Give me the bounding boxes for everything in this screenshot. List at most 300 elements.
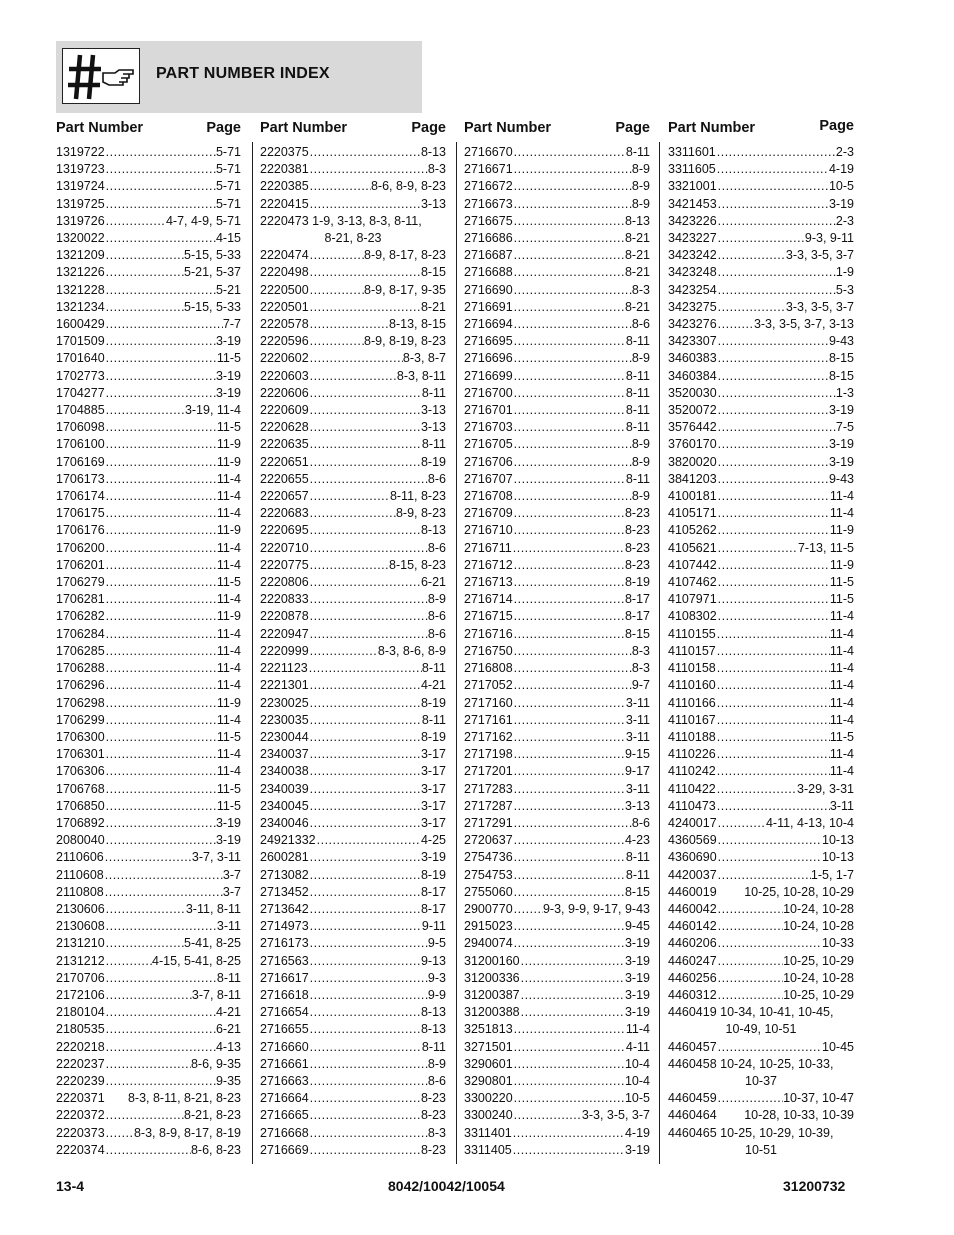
- part-number: 1706176: [56, 523, 105, 538]
- page-references: 10-24, 10-28: [783, 901, 854, 916]
- dot-leader: [717, 832, 822, 849]
- part-number: 2717291: [464, 815, 513, 830]
- part-number: 1706282: [56, 609, 105, 624]
- page-references: 4-13: [215, 1039, 241, 1054]
- index-entry: [260, 282, 446, 299]
- page-references: 8-23: [420, 1108, 446, 1123]
- part-number: 4110422: [668, 781, 716, 796]
- index-entry: [668, 608, 854, 625]
- part-number: 2220635: [260, 437, 309, 452]
- index-entry: [464, 763, 650, 780]
- page-references: 11-4: [216, 592, 241, 607]
- index-entry: [668, 505, 854, 522]
- part-number: 3520072: [668, 403, 717, 418]
- dot-leader: [717, 368, 829, 385]
- dot-leader: [309, 643, 378, 660]
- part-number: 1706306: [56, 764, 105, 779]
- page-references: 8-6: [427, 609, 446, 624]
- index-entry: [56, 505, 241, 522]
- index-entry: [260, 350, 446, 367]
- index-entry: [668, 798, 854, 815]
- dot-leader: [717, 230, 805, 247]
- dot-leader: [105, 471, 217, 488]
- page-references: 4-25: [420, 833, 446, 848]
- index-entry: [668, 454, 854, 471]
- page-references: 8-17: [420, 884, 446, 899]
- part-number: 2716673: [464, 196, 513, 211]
- index-entry: [668, 1056, 854, 1090]
- page-references: 6-21: [215, 1022, 241, 1037]
- index-entry: [464, 264, 650, 281]
- dot-leader: [513, 1073, 625, 1090]
- part-number: 3460383: [668, 351, 717, 366]
- page-references: 11-5: [216, 351, 241, 366]
- dot-leader: [309, 161, 428, 178]
- dot-leader: [105, 282, 216, 299]
- part-number: 2717201: [464, 764, 513, 779]
- part-number: 2131210: [56, 936, 105, 951]
- part-number: 4110166: [668, 695, 716, 710]
- dot-leader: [105, 1039, 216, 1056]
- part-number: 2220373: [56, 1125, 105, 1140]
- index-entry: [464, 282, 650, 299]
- page-references: 8-21: [624, 299, 650, 314]
- page-references: 5-71: [215, 145, 241, 159]
- page-references: 11-4: [216, 712, 241, 727]
- index-entry: [464, 436, 650, 453]
- part-number-heading: Part Number: [260, 120, 348, 136]
- part-number: 2220999: [260, 643, 309, 658]
- index-column-1: [56, 120, 241, 1157]
- part-number: 2716672: [464, 179, 513, 194]
- part-number: 2220498: [260, 265, 309, 280]
- index-entry: [260, 935, 446, 952]
- page-references: 4-15: [215, 231, 241, 246]
- dot-leader: [309, 299, 421, 316]
- index-entry: [56, 935, 241, 952]
- page-references: 8-11, 8-23: [389, 489, 446, 504]
- part-number: 2220578: [260, 317, 309, 332]
- page-references: 9-3: [427, 970, 446, 985]
- index-entry: [260, 505, 446, 522]
- page-references: 10-24, 10-25, 10-33,: [720, 1056, 834, 1071]
- dot-leader: [309, 1073, 428, 1090]
- page-references: 8-15: [828, 368, 854, 383]
- index-entry: [56, 712, 241, 729]
- index-entry: [668, 935, 854, 952]
- page-references: 11-5: [216, 798, 241, 813]
- dot-leader: [105, 729, 217, 746]
- dot-leader: [513, 935, 625, 952]
- page-references: 8-23: [624, 506, 650, 521]
- page-references: 8-9: [631, 179, 650, 194]
- part-number: 2220609: [260, 403, 309, 418]
- dot-leader: [513, 419, 626, 436]
- part-number: 2716563: [260, 953, 309, 968]
- column-divider: [456, 142, 457, 1164]
- part-number: 4107462: [668, 575, 717, 590]
- index-entry: [464, 505, 650, 522]
- dot-leader: [717, 557, 830, 574]
- part-number: 1704885: [56, 403, 105, 418]
- index-entry: [464, 557, 650, 574]
- index-entry: [464, 230, 650, 247]
- index-entry: [260, 643, 446, 660]
- dot-leader: [512, 1142, 625, 1159]
- dot-leader: [105, 712, 217, 729]
- index-entries: [464, 144, 650, 1159]
- page-references: 10-4: [624, 1056, 650, 1071]
- part-number-heading: Part Number: [464, 120, 552, 136]
- part-number: 2716714: [464, 592, 513, 607]
- dot-leader: [717, 454, 829, 471]
- dot-leader: [513, 626, 625, 643]
- page-references: 11-4: [829, 678, 854, 693]
- dot-leader: [513, 1039, 626, 1056]
- dot-leader: [105, 144, 216, 161]
- page-references: 11-9: [216, 695, 241, 710]
- part-number: 3520030: [668, 385, 717, 400]
- dot-leader: [717, 522, 830, 539]
- page-references: 11-5: [829, 575, 854, 590]
- part-number: 3423276: [668, 317, 717, 332]
- page-references: 8-3: [631, 282, 650, 297]
- dot-leader: [513, 884, 625, 901]
- page-references: 8-3: [427, 162, 446, 177]
- page-references: 1-9: [835, 265, 854, 280]
- dot-leader: [513, 798, 625, 815]
- dot-leader: [105, 333, 216, 350]
- page-references: 6-21: [420, 575, 446, 590]
- page-references: 3-11: [829, 798, 854, 813]
- index-entry: [668, 350, 854, 367]
- index-entry: [56, 419, 241, 436]
- part-number: 2220657: [260, 489, 309, 504]
- index-entry: [668, 540, 854, 557]
- part-number: 2220833: [260, 592, 309, 607]
- index-entry: [56, 402, 241, 419]
- dot-leader: [105, 488, 217, 505]
- page-references: 8-11: [421, 385, 446, 400]
- dot-leader: [309, 488, 390, 505]
- index-entry: [668, 987, 854, 1004]
- dot-leader: [716, 643, 830, 660]
- dot-leader: [717, 867, 811, 884]
- page-references: 3-13: [624, 798, 650, 813]
- page-references: 10-4: [624, 1073, 650, 1088]
- dot-leader: [105, 522, 217, 539]
- dot-leader: [309, 196, 421, 213]
- index-entry: [464, 299, 650, 316]
- page-references: 5-21: [215, 282, 241, 297]
- dot-leader: [513, 196, 632, 213]
- dot-leader: [309, 695, 421, 712]
- page-references: 3-17: [420, 747, 446, 762]
- dot-leader: [513, 1021, 626, 1038]
- page-references: 9-5: [427, 936, 446, 951]
- dot-leader: [309, 454, 421, 471]
- page-references: 9-13: [420, 953, 446, 968]
- page-references: 11-9: [216, 609, 241, 624]
- page-references: 3-19: [420, 850, 446, 865]
- dot-leader: [309, 884, 421, 901]
- dot-leader: [717, 935, 822, 952]
- index-entry: [464, 316, 650, 333]
- page-references: 3-11: [625, 712, 650, 727]
- dot-leader: [309, 901, 421, 918]
- page-references: 11-9: [216, 437, 241, 452]
- part-number: 2716713: [464, 575, 513, 590]
- document-number: 31200732: [783, 1178, 846, 1194]
- dot-leader: [513, 901, 543, 918]
- page-references: 5-15, 5-33: [184, 299, 241, 314]
- page-references: 11-5: [829, 592, 854, 607]
- page-references: 8-3, 8-7: [402, 351, 446, 366]
- page-references: 8-9: [427, 1056, 446, 1071]
- dot-leader: [513, 333, 626, 350]
- dot-leader: [717, 385, 836, 402]
- dot-leader: [513, 505, 625, 522]
- dot-leader: [717, 264, 836, 281]
- index-entry: [668, 488, 854, 505]
- index-entry: [260, 1107, 446, 1124]
- part-number: 2716711: [464, 540, 512, 555]
- page-references: 3-17: [420, 764, 446, 779]
- dot-leader: [717, 213, 836, 230]
- dot-leader: [520, 1004, 625, 1021]
- dot-leader: [105, 677, 217, 694]
- index-entry: [260, 178, 446, 195]
- part-number: 2170706: [56, 970, 105, 985]
- page-references: 3-3, 3-5, 3-7: [581, 1108, 650, 1123]
- index-entry: [56, 161, 241, 178]
- index-entries: [56, 144, 241, 1159]
- part-number: 4107442: [668, 557, 717, 572]
- part-number: 3300220: [464, 1091, 513, 1106]
- page-references: 3-7, 3-11: [191, 850, 241, 865]
- dot-leader: [513, 815, 632, 832]
- part-number: 1706281: [56, 592, 105, 607]
- index-entry: [260, 781, 446, 798]
- part-number: 2716173: [260, 936, 309, 951]
- part-number: 1706201: [56, 557, 105, 572]
- page-references: 8-11: [216, 970, 241, 985]
- part-number: 2716701: [464, 403, 513, 418]
- part-number: 4110188: [668, 729, 716, 744]
- page-references: 11-5: [216, 729, 241, 744]
- index-entry: [464, 712, 650, 729]
- page-references: 8-3: [427, 1125, 446, 1140]
- page-references: 11-4: [216, 661, 241, 676]
- dot-leader: [513, 161, 632, 178]
- page-references: 11-4: [216, 489, 241, 504]
- dot-leader: [512, 1125, 625, 1142]
- index-entry: [56, 970, 241, 987]
- dot-leader: [105, 660, 217, 677]
- page-references: 8-19: [420, 695, 446, 710]
- part-number: 1706279: [56, 575, 105, 590]
- index-entry: [260, 368, 446, 385]
- index-entry: [260, 299, 446, 316]
- dot-leader: [716, 763, 830, 780]
- part-number: 3423254: [668, 282, 717, 297]
- index-entry: [668, 161, 854, 178]
- dot-leader: [105, 626, 217, 643]
- page-references: 3-11: [625, 781, 650, 796]
- part-number: 2714973: [260, 919, 309, 934]
- index-entry: [260, 1004, 446, 1021]
- index-entry: [56, 230, 241, 247]
- part-number: 2230044: [260, 729, 309, 744]
- index-entry: [56, 763, 241, 780]
- index-entry: [668, 1039, 854, 1056]
- part-number: 2716663: [260, 1073, 309, 1088]
- index-entry: [56, 333, 241, 350]
- part-number: 3423227: [668, 231, 717, 246]
- dot-leader: [513, 695, 626, 712]
- dot-leader: [716, 161, 829, 178]
- page-references: 3-7: [222, 884, 241, 899]
- index-entry: [464, 918, 650, 935]
- part-number: 2220218: [56, 1039, 105, 1054]
- page-references: 11-4: [216, 747, 241, 762]
- part-number: 2220371: [56, 1091, 105, 1106]
- index-entry: [668, 867, 854, 884]
- index-entry: [464, 488, 650, 505]
- part-number: 2716687: [464, 248, 513, 263]
- part-number: 2220775: [260, 557, 309, 572]
- part-number: 4460142: [668, 919, 717, 934]
- page-references: 11-4: [216, 471, 241, 486]
- dot-leader: [105, 746, 217, 763]
- index-entry: [668, 471, 854, 488]
- index-entry: [668, 1107, 854, 1124]
- part-number: 2717162: [464, 729, 513, 744]
- index-entry: [464, 333, 650, 350]
- page-references: 8-3, 8-9, 8-17, 8-19: [133, 1125, 241, 1140]
- part-number: 1706300: [56, 729, 105, 744]
- index-entry: [260, 1142, 446, 1159]
- page-references: 8-23: [624, 523, 650, 538]
- dot-leader: [716, 746, 830, 763]
- index-entry: [260, 471, 446, 488]
- part-number: 2716699: [464, 368, 513, 383]
- page-references: 3-13: [420, 196, 446, 211]
- page-references: 8-9: [631, 196, 650, 211]
- index-entry: [464, 884, 650, 901]
- dot-leader: [513, 368, 626, 385]
- page-references: 11-4: [829, 661, 854, 676]
- part-number: 4110242: [668, 764, 716, 779]
- index-entry: [260, 436, 446, 453]
- page-references: 9-7: [631, 678, 650, 693]
- part-number: 2220878: [260, 609, 309, 624]
- dot-leader: [105, 987, 192, 1004]
- dot-leader: [309, 867, 421, 884]
- index-entry: [260, 454, 446, 471]
- page-references: 8-6: [427, 540, 446, 555]
- index-entry: [260, 1090, 446, 1107]
- index-entry: [668, 333, 854, 350]
- dot-leader: [105, 901, 186, 918]
- index-entry: [260, 316, 446, 333]
- part-number: 2716655: [260, 1022, 309, 1037]
- index-entry: [260, 333, 446, 350]
- index-entry: [260, 1056, 446, 1073]
- dot-leader: [513, 1107, 582, 1124]
- page-references: 7-7: [222, 317, 241, 332]
- dot-leader: [309, 626, 428, 643]
- dot-leader: [105, 316, 223, 333]
- index-entry: [668, 712, 854, 729]
- part-number: 1706200: [56, 540, 105, 555]
- index-entry: [464, 161, 650, 178]
- index-entry: [668, 522, 854, 539]
- part-number: 2340046: [260, 815, 309, 830]
- part-number: 3421453: [668, 196, 717, 211]
- dot-leader: [513, 677, 632, 694]
- dot-leader: [104, 849, 192, 866]
- index-entry: [56, 591, 241, 608]
- index-entry: [260, 247, 446, 264]
- index-entry: [56, 1125, 241, 1142]
- page-references: 11-4: [829, 747, 854, 762]
- part-number: 1319724: [56, 179, 105, 194]
- page-references: 3-19: [624, 1142, 650, 1157]
- part-number: 2180104: [56, 1005, 105, 1020]
- page-references: 1-9, 3-13, 8-3, 8-11,: [312, 213, 422, 228]
- dot-leader: [513, 282, 632, 299]
- page-references: 9-15: [624, 747, 650, 762]
- part-number: 4110167: [668, 712, 716, 727]
- dot-leader: [513, 402, 626, 419]
- dot-leader: [717, 901, 783, 918]
- page-references: 8-11: [625, 420, 650, 435]
- part-number: 2900770: [464, 901, 513, 916]
- part-number: 4460458: [668, 1056, 717, 1071]
- dot-leader: [717, 178, 829, 195]
- page-references: 11-4: [829, 643, 854, 658]
- part-number: 3251813: [464, 1022, 513, 1037]
- part-number: 4460464: [668, 1108, 717, 1123]
- index-entry: [668, 402, 854, 419]
- page-references: 1-5, 1-7: [810, 867, 854, 882]
- page-references: 8-11: [421, 1039, 446, 1054]
- index-entry: [464, 1056, 650, 1073]
- index-entry: [56, 264, 241, 281]
- dot-leader: [717, 1090, 783, 1107]
- index-entry: [668, 660, 854, 677]
- index-entry: [56, 798, 241, 815]
- index-entry: [668, 849, 854, 866]
- dot-leader: [513, 660, 632, 677]
- part-number: 2600281: [260, 850, 309, 865]
- part-number: 1706285: [56, 643, 105, 658]
- dot-leader: [513, 299, 625, 316]
- index-entry: [464, 849, 650, 866]
- page-references: 3-29, 3-31: [797, 781, 854, 796]
- dot-leader: [309, 781, 421, 798]
- page-references: 9-43: [828, 334, 854, 349]
- index-entry: [56, 557, 241, 574]
- dot-leader: [717, 316, 754, 333]
- index-entry: [260, 832, 446, 849]
- page-references: 3-11: [216, 919, 241, 934]
- dot-leader: [717, 299, 786, 316]
- page-references: 8-9: [631, 437, 650, 452]
- part-number: 3300240: [464, 1108, 513, 1123]
- page-references: 9-3, 9-9, 9-17, 9-43: [542, 901, 650, 916]
